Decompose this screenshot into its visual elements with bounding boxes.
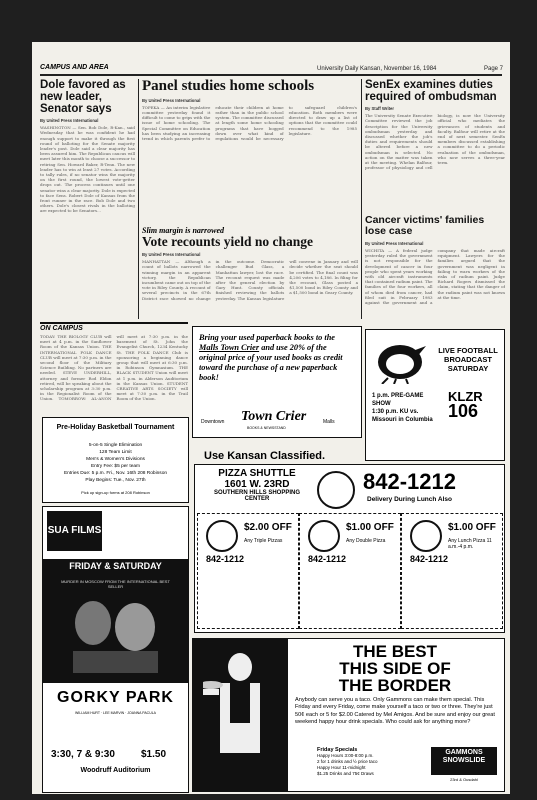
- classified-ad: Use Kansan Classified.: [204, 450, 326, 462]
- gorky-park-poster: [43, 573, 188, 683]
- town-crier-logo: Town Crier: [241, 409, 307, 424]
- senex-body: The University Senate Executive Committee reviewed the job description for the University ombudsman yesterday and discussed whether the job's duties and requirements should be altered before a new ombudsman is selected. No action on the matter was taken at the meeting. Whelan Balfour, professor of physiology and cell biology, is now the University official who mediates the grievances of students and faculty. Balfour will retire at the end of next semester. SenEx members discussed establishing a committee to do a periodic evaluation of the ombudsman, who now serves a three-year term.: [365, 113, 505, 171]
- vote-kicker: Slim margin is narrowed: [142, 226, 225, 235]
- panel-article: [142, 79, 357, 233]
- radio-ad: [365, 329, 505, 461]
- pizza-logo-icon: [308, 520, 340, 552]
- waiter-illustration: [193, 639, 288, 791]
- basketball-footer: Pick up sign-up forms at 208 Robinson: [81, 490, 150, 495]
- pizza-shuttle-ad: [194, 464, 505, 633]
- coupon-desc: Any Triple Pizzas: [244, 538, 283, 544]
- coupon-desc: Any Double Pizza: [346, 538, 386, 544]
- pizza-phone: 842-1212: [363, 469, 456, 494]
- newspaper-page: [32, 42, 510, 794]
- paper-dateline: University Daily Kansan, November 16, 1984: [317, 66, 437, 72]
- dole-article: [40, 79, 135, 325]
- coupon-phone: 842-1212: [410, 554, 449, 564]
- pizza-logo-icon: [410, 520, 442, 552]
- column-divider: [361, 79, 362, 319]
- cancer-headline: Cancer victims' families lose case: [365, 214, 485, 238]
- basketball-title: Pre-Holiday Basketball Tournament: [56, 424, 175, 431]
- panel-body: TOPEKA — An interim legislative committee yesterday found it difficult to come to grips with the issue of home schooling. The Special Committee on Education has been studying an increasing trend in which parents prefer to educate their children at home rather than in the public school system. The committee discussed at length some home schooling programs that have bogged down over what kind of regulations would be necessary to safeguard children's education. Both members were directed to draw up a list of options that the committee could recommend to the 1985 legislature.: [142, 104, 357, 141]
- gammons-logo: GAMMONS SNOWSLIDE: [431, 747, 497, 775]
- panel-headline: Panel studies home schools: [142, 78, 315, 94]
- border-ad: [192, 638, 505, 792]
- friday-specials: Friday Specials Happy Hours 3:00-8:00 p.m. 2 for 1 drinks and ½ price taco Happy Hour 11-midnight $1.25 Drinks and 75¢ Draws: [317, 747, 378, 776]
- paperback-ad: [192, 326, 362, 438]
- paperback-text: Bring your used paperback books to the Malls Town Crier and use 20% of the original price of your used books as credit toward the purchase of a new paperback book!: [199, 333, 343, 382]
- column-divider: [138, 79, 139, 319]
- section-title: CAMPUS AND AREA: [40, 64, 109, 71]
- senex-headline: SenEx examines duties required of ombudsman: [365, 79, 497, 104]
- coupon-phone: 842-1212: [308, 554, 347, 564]
- sua-tagline: MURDER IN MOSCOW FROM THE INTERNATIONAL BEST SELLER: [61, 579, 170, 589]
- jayhawk-icon: [370, 334, 430, 384]
- page-number: Page 7: [484, 66, 504, 72]
- on-campus-body: TODAY: THE BIOLOGY CLUB will meet at 4 p.m. in the Sunflower Room of the Kansas Union. THE INTERNATIONAL FOLK DANCE CLUB will meet at 7:30 p.m. in the second floor of the Military Science Building. No partners are needed. STEVE UNDERHILL, attorney and former Rod Eldon retired, will be speaking about the scholarship program at 3:30 p.m. in the Regionalist Room of the Union. TOMORROW: AL-ANON will meet at 7:30 p.m. in the basement of St. John the Evangelist Church, 1234 Kentucky St. THE FOLK DANCE Club is sponsoring a beginning dance group that will meet at 6:30 p.m. in Robinson Gymnasium. THE BLACK STUDENT Union will meet at 1 p.m. in Alderson Auditorium in the Kansas Union. STUDENT CREATIVE ARTS SOCIETY will meet at 7:30 p.m. in the Trail Room of the Union.: [40, 334, 188, 402]
- poster-faces-image: [63, 593, 168, 673]
- gammons-address: 23rd & Ousdahl: [450, 777, 478, 782]
- pizza-coupon[interactable]: [299, 513, 401, 629]
- pizza-coupon[interactable]: [197, 513, 299, 629]
- senex-byline: By Staff Writer: [365, 106, 395, 112]
- dole-headline: Dole favored as new leader, Senator says: [40, 79, 126, 116]
- masthead-rule: [40, 74, 502, 76]
- coupon-price: $1.00 OFF: [448, 522, 496, 533]
- dole-body: WASHINGTON — Sen. Bob Dole, R-Kan., said Wednesday that he was confident he had enough support to make it through the first round of balloting for the Senate majority leader's post. Dole said a clear majority has been assured him. The Republican caucus will meet later this month to choose a successor to retiring Sen. Howard Baker, R-Tenn. The new leader has to win at least 27 votes. According to tally rules, if no senator wins the majority on the first round, the lowest vote-getter drops out. The process continues until one senator wins a clear majority. Dole is expected to face Sens. Robert Dole of Kansas from the front runner in the race. Bob Dole and two others. Dole's closest rivals in the balloting are expected to be Senators...: [40, 125, 135, 214]
- pizza-header: PIZZA SHUTTLE 1601 W. 23RD SOUTHERN HILLS SHOPPING CENTER: [213, 468, 300, 502]
- sua-days: FRIDAY & SATURDAY: [43, 559, 188, 573]
- vote-byline: By United Press International: [142, 252, 201, 258]
- on-campus-section: [40, 322, 188, 422]
- sua-venue: Woodruff Auditorium: [80, 767, 151, 774]
- cancer-body: WICHITA — A federal judge yesterday ruled the government is not responsible for the development of cancer in four people who spent years working with old aircraft instruments that contained radium paint. The families of the four workers, all of whom died from cancer, had filed suit in February 1983 against the government and a company that made aircraft equipment. Lawyers for the families argued that the government was negligent in failing to warn workers of the risks of radium paint. Judge Richard Rogers dismissed the claim, stating that the danger of the radium paint was not known at the time.: [365, 248, 505, 306]
- radio-schedule: 1 p.m. PRE-GAME SHOW 1:30 p.m. KU vs. Missouri in Columbia: [372, 393, 433, 423]
- sua-logo: SUA FILMS: [47, 511, 102, 551]
- coupon-price: $1.00 OFF: [346, 522, 394, 533]
- sua-price: $1.50: [141, 749, 167, 760]
- location-malls: Malls: [323, 419, 335, 425]
- coupon-desc: Any Lunch Pizza 11 a.m.-4 p.m.: [448, 538, 492, 550]
- on-campus-title: ON CAMPUS: [40, 322, 188, 332]
- basketball-details: 5-on-5 Single Elimination 128 Team Limit Men's & Women's Divisions Entry Fee: $5 per team Entries Due: 5 p.m. Fri., Nov. 16th 208 Robinson Play Begins: Tue., Nov. 27th: [63, 443, 168, 483]
- border-headline: THE BEST THIS SIDE OF THE BORDER: [338, 642, 452, 695]
- border-body: Anybody can serve you a taco. Only Gammons can make them special. This Friday and every Friday, come make yourself a taco or two or three. They're just 50¢ each or 5 for $2.00 Catered by Mel Amigos. And be sure and enjoy our great weekend happy hour drink specials. Who could ask for anything more?: [295, 697, 495, 726]
- pizza-coupon[interactable]: [401, 513, 503, 629]
- dole-byline: By United Press International: [40, 118, 99, 124]
- sua-credits: WILLIAM HURT · LEE MARVIN · JOANNA PACULA: [74, 711, 157, 715]
- coupon-phone: 842-1212: [206, 554, 245, 564]
- basketball-ad: [42, 417, 189, 503]
- sua-film-title: GORKY PARK: [57, 689, 174, 706]
- sua-times: 3:30, 7 & 9:30: [51, 749, 115, 760]
- cancer-byline: By United Press International: [365, 241, 424, 247]
- radio-title: LIVE FOOTBALL BROADCAST SATURDAY: [438, 346, 498, 373]
- vote-body: MANHATTAN — Although a count of ballots narrowed the winning margin in an apparent victory, the Republican incumbent came out on top of the vote in Riley County. A recount of several precincts in the 67th District race showed no change in the outcome. Democratic challenger Bud Glass, a Manhattan lawyer, lost the race. The recount request was made after the general election by Gary Hunt. County officials finished reviewing the ballots yesterday. The Kansas legislature will convene in January and will decide whether the seat should be certified. The final count was 4,206 votes to 4,186. In filing for the recount, Glass posted a $1,500 bond in Riley County and a $1,500 bond in Geary County.: [142, 259, 358, 301]
- pizza-delivery: Delivery During Lunch Also: [367, 496, 452, 503]
- vote-headline: Vote recounts yield no change: [142, 234, 314, 249]
- town-crier-sub: BOOKS & NEWSSTAND: [247, 426, 286, 430]
- waiter-image: [203, 649, 278, 784]
- station-logo: KLZR 106: [448, 389, 483, 421]
- pizza-logo-icon: [206, 520, 238, 552]
- sua-films-ad: [42, 506, 189, 793]
- coupon-price: $2.00 OFF: [244, 522, 292, 533]
- pizza-logo-icon: [317, 471, 355, 509]
- panel-byline: By United Press International: [142, 97, 201, 103]
- location-downtown: Downtown: [201, 419, 225, 425]
